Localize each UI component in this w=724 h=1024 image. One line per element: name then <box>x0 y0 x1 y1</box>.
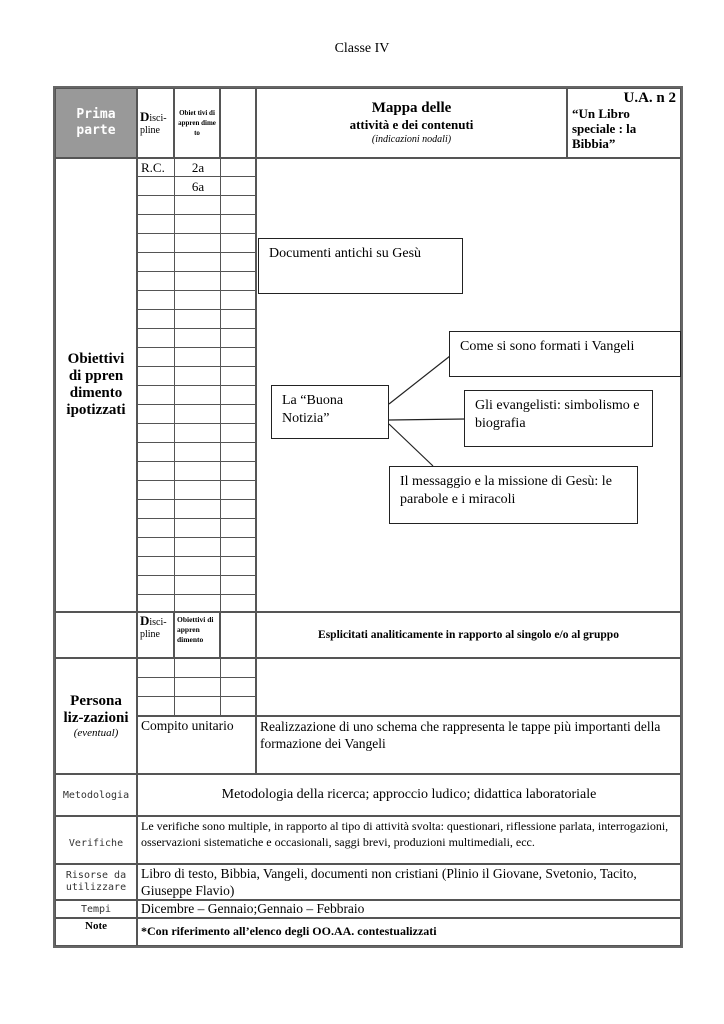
map-box-documenti: Documenti antichi su Gesù <box>258 238 463 294</box>
mappa-header-cell: Mappa delle attività e dei contenuti (indicazioni nodali) <box>256 88 567 158</box>
risorse-text-cell: Libro di testo, Bibbia, Vangeli, documenti non cristiani (Plinio il Giovane, Svetonio, Tacito, Giuseppe Flavio) <box>137 864 681 900</box>
connector-vangeli <box>389 356 450 404</box>
second-discipline-cell: Disci-pline <box>137 612 174 658</box>
map-box-evangelisti: Gli evangelisti: simbolismo e biografia <box>464 390 653 447</box>
map-box-messaggio: Il messaggio e la missione di Gesù: le parabole e i miracoli <box>389 466 638 524</box>
compito-label-cell: Compito unitario <box>137 716 256 774</box>
esplicitati-cell: Esplicitati analiticamente in rapporto al singolo e/o al gruppo <box>256 612 681 658</box>
ua-header-cell: U.A. n 2 “Un Libro speciale : la Bibbia” <box>567 88 681 158</box>
obiettivi-ob-2: 6a <box>191 179 205 194</box>
note-label-cell: Note <box>55 918 137 946</box>
note-text-cell: *Con riferimento all’elenco degli OO.AA. contestualizzati <box>137 918 681 946</box>
metodologia-label-cell: Metodologia <box>55 774 137 816</box>
map-box-vangeli: Come si sono formati i Vangeli <box>449 331 681 377</box>
page-title: Classe IV <box>334 41 390 56</box>
connector-messaggio <box>389 424 433 466</box>
tempi-label-cell: Tempi <box>55 900 137 918</box>
personalizzazioni-label-cell: Persona liz-zazioni (eventual) <box>55 658 137 774</box>
map-box-buona-notizia: La “Buona Notizia” <box>271 385 389 439</box>
obiettivi-header-cell: Obiet tivi di appren dime to <box>174 88 220 158</box>
verifiche-text-cell: Le verifiche sono multiple, in rapporto al tipo di attività svolta: questionari, riflessione parlata, interrogazioni, osservazioni sistematiche e occasionali, saggi brevi, produzioni multimediali, ecc. <box>137 816 681 864</box>
risorse-label-cell: Risorse da utilizzare <box>55 864 137 900</box>
metodologia-text-cell: Metodologia della ricerca; approccio ludico; didattica laboratoriale <box>137 774 681 816</box>
obiettivi-label-cell: Obiettivi di ppren dimento ipotizzati <box>55 158 137 612</box>
verifiche-label-cell: Verifiche <box>55 816 137 864</box>
second-obiettivi-cell: Obiettivi di appren dimento <box>174 612 220 658</box>
obiettivi-disc-1: R.C. <box>141 160 165 175</box>
compito-text-cell: Realizzazione di uno schema che rappresenta le tappe più importanti della formazione dei Vangeli <box>256 716 681 774</box>
prima-parte-cell: Prima parte <box>55 88 137 158</box>
obiettivi-ob-1: 2a <box>191 160 205 175</box>
tempi-text-cell: Dicembre – Gennaio;Gennaio – Febbraio <box>137 900 681 918</box>
connector-evangelisti <box>389 419 465 420</box>
discipline-header-cell: Disci-pline <box>137 88 174 158</box>
